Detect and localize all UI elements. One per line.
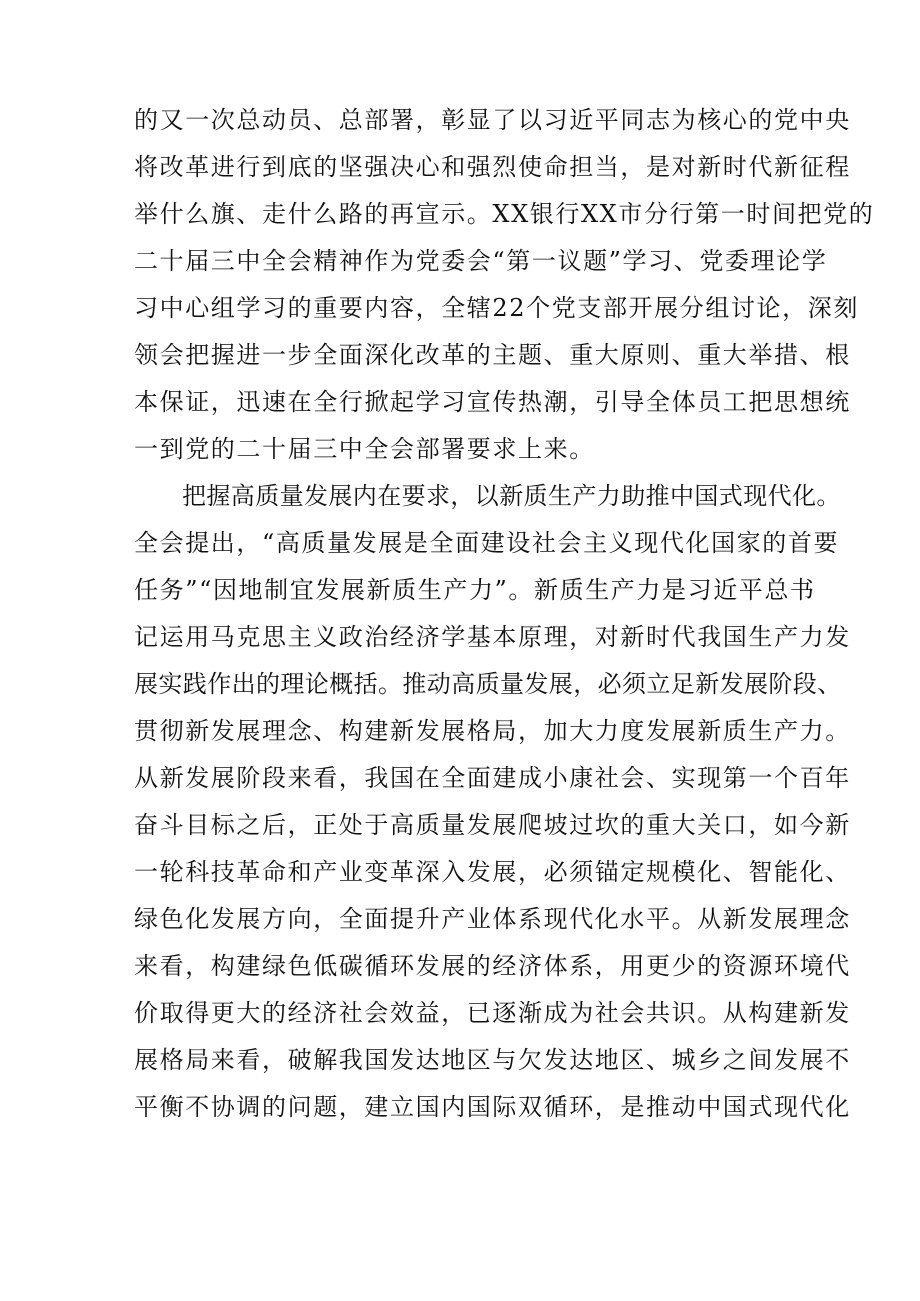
text-line: 绿色化发展方向，全面提升产业体系现代化水平。从新发展理念 [134,905,851,933]
text-line: 的又一次总动员、总部署，彰显了以习近平同志为核心的党中央 [134,106,851,134]
text-line: 任务”“因地制宜发展新质生产力”。新质生产力是习近平总书 [134,576,816,604]
text-line: 举什么旗、走什么路的再宣示。XX银行XX市分行第一时间把党的 [134,200,875,228]
body-text [134,97,875,1131]
text-line: 将改革进行到底的坚强决心和强烈使命担当，是对新时代新征程 [134,153,851,181]
text-line: 二十届三中全会精神作为党委会“第一议题”学习、党委理论学 [134,247,828,275]
text-line: 一轮科技革命和产业变革深入发展，必须锚定规模化、智能化、 [134,858,851,886]
text-line: 从新发展阶段来看，我国在全面建成小康社会、实现第一个百年 [134,764,851,792]
text-line: 记运用马克思主义政治经济学基本原理，对新时代我国生产力发 [134,623,851,651]
text-line: 展格局来看，破解我国发达地区与欠发达地区、城乡之间发展不 [134,1046,851,1074]
text-line: 习中心组学习的重要内容，全辖22个党支部开展分组讨论，深刻 [134,294,859,322]
text-line: 展实践作出的理论概括。推动高质量发展，必须立足新发展阶段、 [134,670,842,698]
text-line: 价取得更大的经济社会效益，已逐渐成为社会共识。从构建新发 [134,999,851,1027]
text-line: 全会提出，“高质量发展是全面建设社会主义现代化国家的首要 [134,529,840,557]
paragraph-heading-line: 把握高质量发展内在要求，以新质生产力助推中国式现代化。 [182,482,841,510]
text-line: 一到党的二十届三中全会部署要求上来。 [134,435,595,463]
text-line: 来看，构建绿色低碳循环发展的经济体系，用更少的资源环境代 [134,952,851,980]
text-line: 贯彻新发展理念、构建新发展格局，加大力度发展新质生产力。 [134,717,851,745]
text-line: 奋斗目标之后，正处于高质量发展爬坡过坎的重大关口，如今新 [134,811,851,839]
text-line: 本保证，迅速在全行掀起学习宣传热潮，引导全体员工把思想统 [134,388,851,416]
text-line: 平衡不协调的问题，建立国内国际双循环，是推动中国式现代化 [134,1093,851,1121]
text-line: 领会把握进一步全面深化改革的主题、重大原则、重大举措、根 [134,341,851,369]
